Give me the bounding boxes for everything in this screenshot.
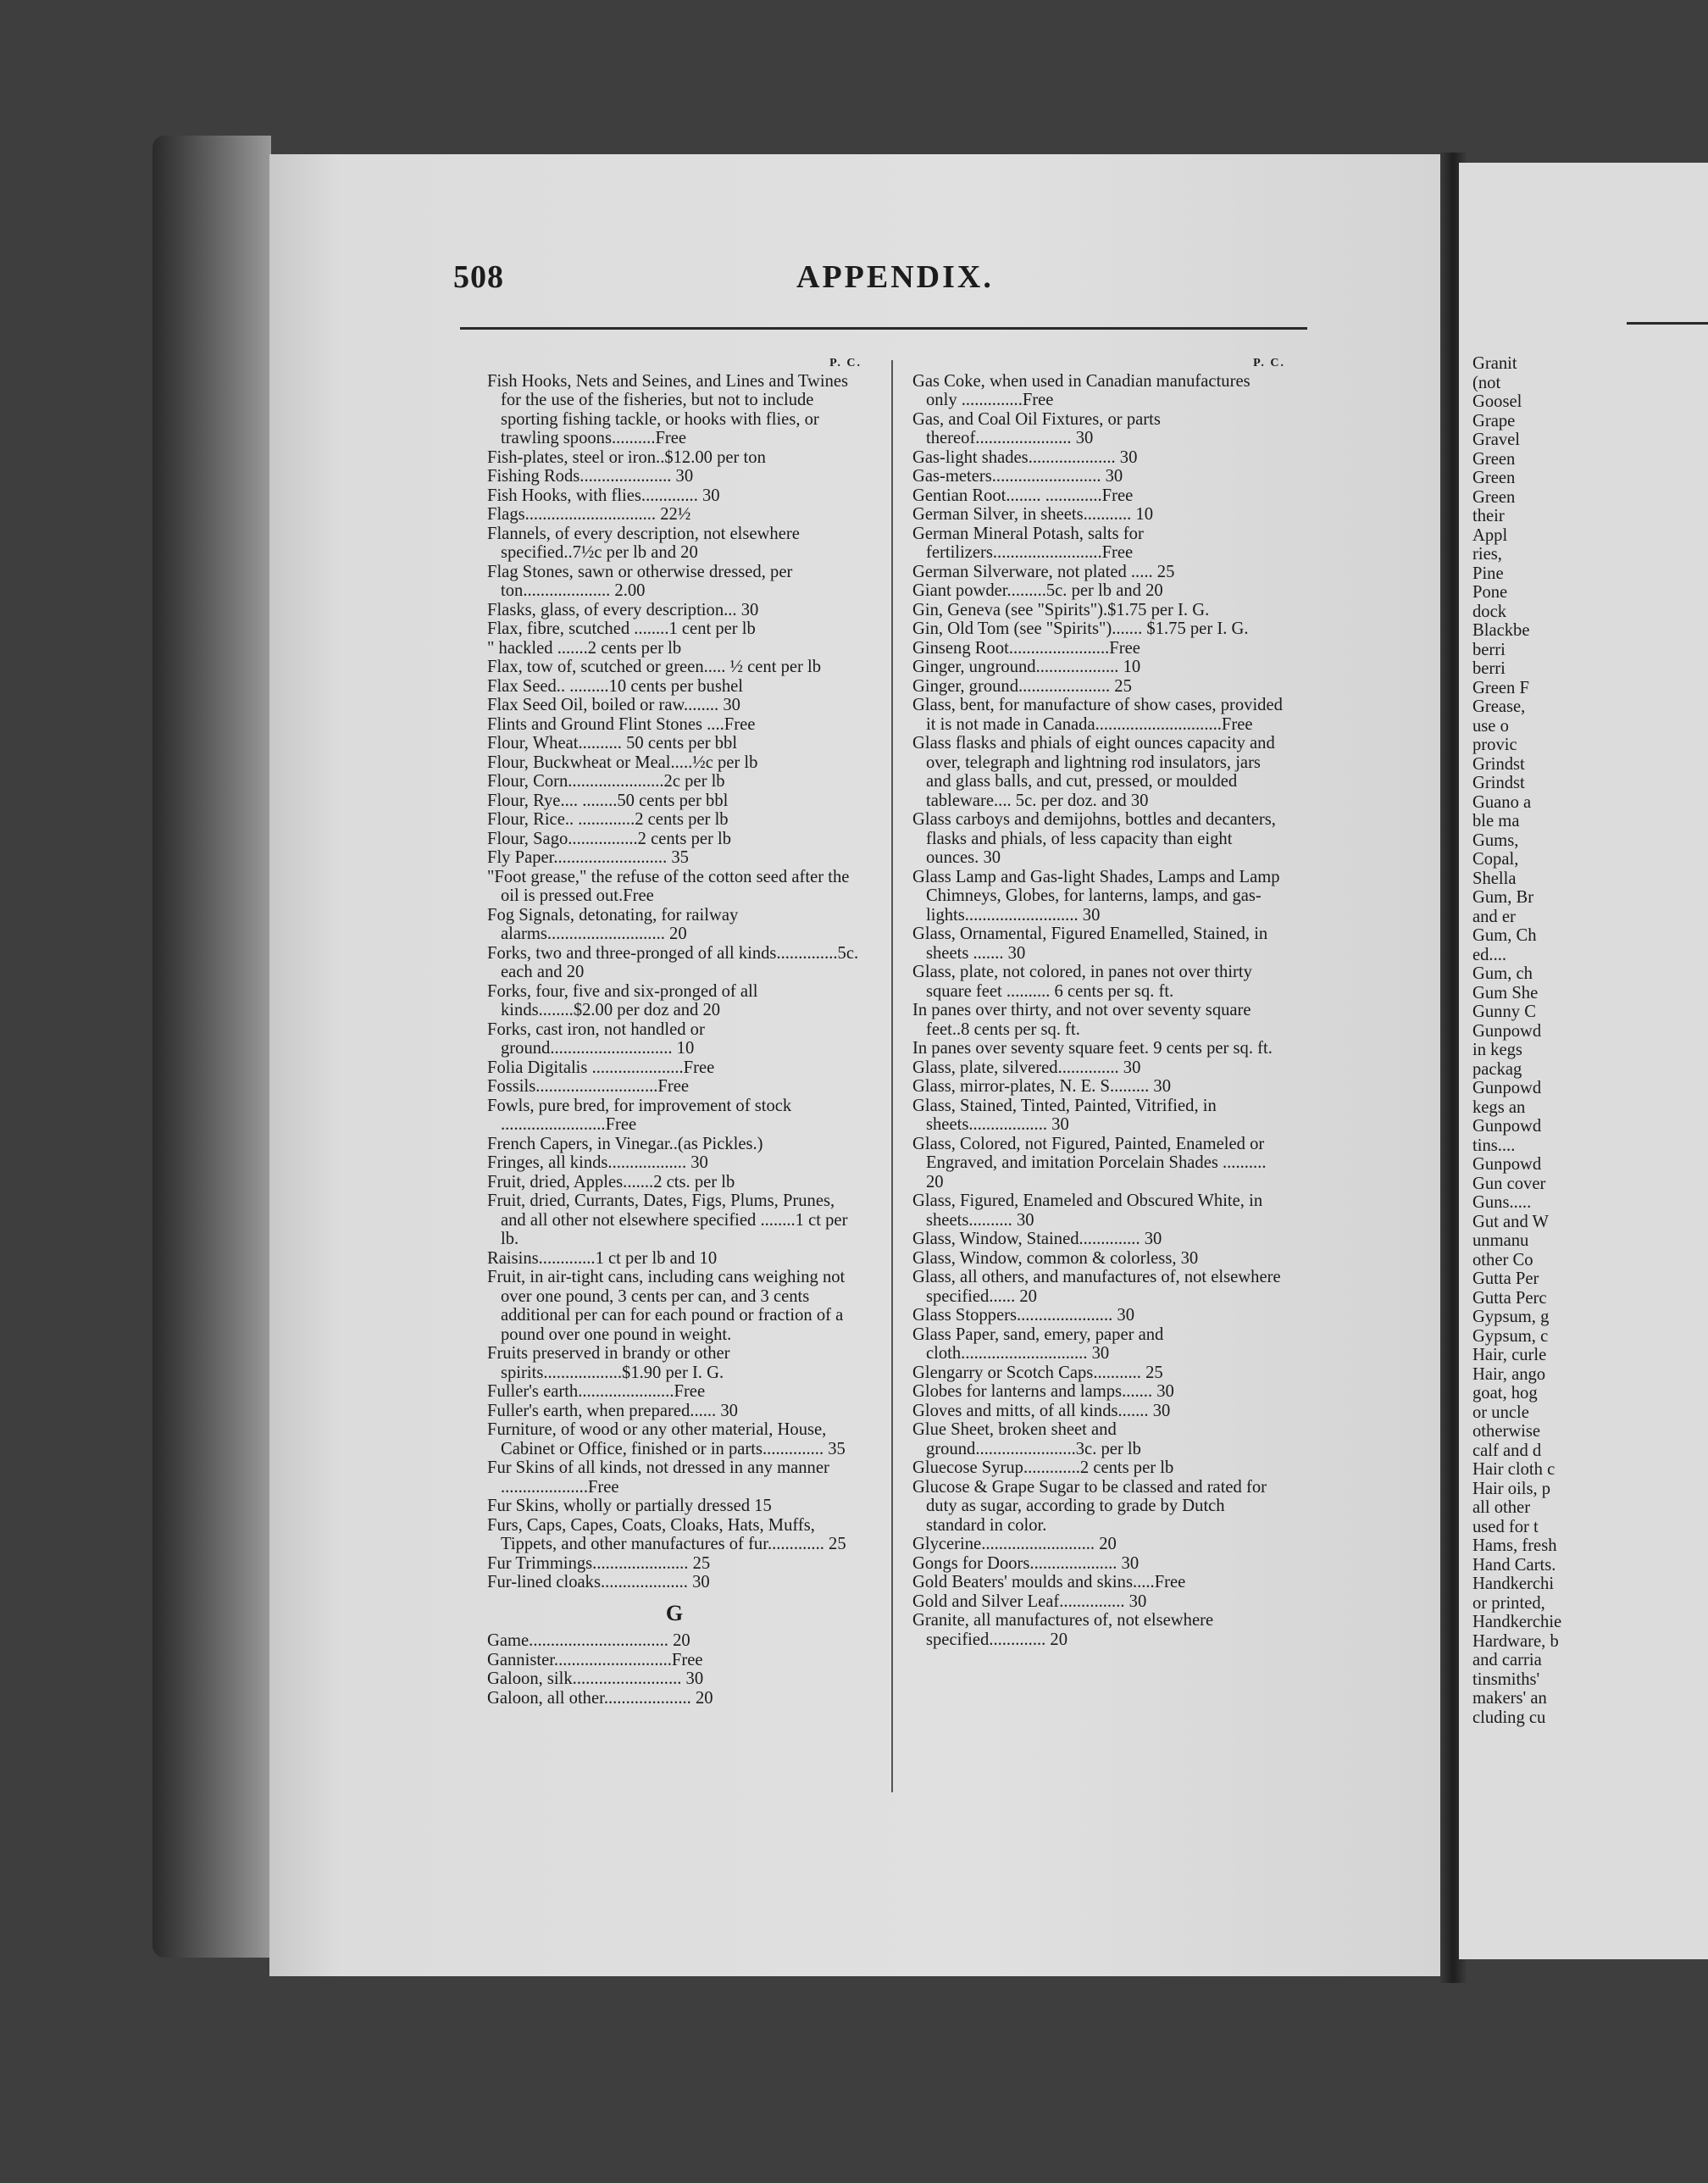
tariff-entry: Forks, four, five and six-pronged of all kinds........$2.00 per doz and 20 — [487, 981, 758, 1019]
tariff-entry: Fish-plates, steel or iron..$12.00 per ton — [487, 447, 766, 467]
tariff-entry: Gunny C — [1472, 1003, 1536, 1021]
tariff-entry: Folia Digitalis .....................Free — [487, 1058, 715, 1077]
left-g-entries — [487, 1631, 862, 1708]
tariff-entry: " hackled .......2 cents per lb — [487, 638, 682, 658]
tariff-entry: berri — [1472, 659, 1506, 678]
tariff-entry: Gluecose Syrup.............2 cents per lb — [912, 1458, 1174, 1477]
tariff-entry: Flannels, of every description, not elsewhere specified..7½c per lb and 20 — [487, 524, 800, 562]
tariff-entry: all other — [1472, 1498, 1531, 1517]
tariff-entry: Fish Hooks, Nets and Seines, and Lines and Twines for the use of the fisheries, but not to include sporting fishing tackle, or hooks with flies, or trawling spoons..........Free — [487, 371, 849, 447]
tariff-entry: or printed, — [1472, 1593, 1545, 1613]
tariff-entry: Gongs for Doors.................... 30 — [912, 1553, 1140, 1573]
tariff-entry: Glengarry or Scotch Caps........... 25 — [912, 1363, 1163, 1382]
tariff-entry: Hams, fresh — [1472, 1536, 1557, 1555]
tariff-entry: Glass Lamp and Gas-light Shades, Lamps and Lamp Chimneys, Globes, for lanterns, lamps, and gas-lights.......................... 30 — [912, 867, 1280, 925]
tariff-entry: Green — [1472, 487, 1516, 507]
tariff-entry: Gum, Br — [1472, 888, 1534, 907]
tariff-entry: and carria — [1472, 1651, 1542, 1669]
tariff-entry: Granite, all manufactures of, not elsewhere specified............. 20 — [912, 1611, 1214, 1649]
tariff-entry: Forks, cast iron, not handled or ground............................ 10 — [487, 1019, 705, 1058]
tariff-entry: Glass, Stained, Tinted, Painted, Vitrified, in sheets.................. 30 — [912, 1096, 1217, 1134]
header-rule — [460, 327, 1307, 330]
tariff-entry: berri — [1472, 640, 1506, 659]
tariff-entry: Guns..... — [1472, 1193, 1532, 1212]
tariff-entry: otherwise — [1472, 1422, 1541, 1441]
tariff-entry: Galoon, all other.................... 20 — [487, 1688, 713, 1708]
tariff-entry: Fowls, pure bred, for improvement of stock ........................Free — [487, 1096, 792, 1134]
tariff-entry: Fruit, in air-tight cans, including cans weighing not over one pound, 3 cents per can, and 3 cents additional per can for each pound or fraction of a pound over one pound in weight. — [487, 1268, 846, 1344]
tariff-entry: Fur Skins, wholly or partially dressed 15 — [487, 1497, 772, 1515]
tariff-entry: Grindst — [1472, 754, 1525, 774]
tariff-entry: use o — [1472, 716, 1509, 736]
tariff-entry: makers' an — [1472, 1689, 1547, 1708]
tariff-entry: Handkerchi — [1472, 1575, 1555, 1593]
tariff-entry: Hardware, b — [1472, 1631, 1559, 1651]
tariff-entry: Gutta Per — [1472, 1269, 1539, 1288]
tariff-entry: Fruit, dried, Apples.......2 cts. per lb — [487, 1172, 735, 1191]
tariff-entry: Gunpowd — [1472, 1079, 1542, 1097]
tariff-entry: Gold and Silver Leaf............... 30 — [912, 1591, 1147, 1611]
tariff-entry: Glass, Ornamental, Figured Enamelled, Stained, in sheets ....... 30 — [912, 925, 1268, 963]
tariff-entry: Blackbe — [1472, 621, 1530, 640]
tariff-entry: ed.... — [1472, 945, 1507, 964]
tariff-entry: Fur-lined cloaks.................... 30 — [487, 1573, 710, 1591]
tariff-entry: Shella — [1472, 869, 1517, 888]
tariff-entry: Galoon, silk......................... 30 — [487, 1669, 704, 1688]
tariff-entry: provic — [1472, 736, 1517, 754]
tariff-entry: Fishing Rods..................... 30 — [487, 467, 694, 486]
tariff-entry: German Mineral Potash, salts for fertilizers.........................Free — [912, 524, 1144, 562]
tariff-entry: Gutta Perc — [1472, 1288, 1547, 1308]
tariff-entry: Flag Stones, sawn or otherwise dressed, per ton.................... 2.00 — [487, 562, 793, 600]
tariff-entry: unmanu — [1472, 1231, 1529, 1250]
tariff-entry: Grape — [1472, 411, 1516, 430]
tariff-entry: In panes over seventy square feet. 9 cents per sq. ft. — [912, 1039, 1273, 1058]
tariff-entry: Forks, two and three-pronged of all kinds..............5c. each and 20 — [487, 943, 859, 981]
tariff-entry: Appl — [1472, 525, 1508, 545]
tariff-entry: Glass Paper, sand, emery, paper and cloth............................. 30 — [912, 1325, 1164, 1363]
right-page-header-rule — [1627, 322, 1708, 325]
tariff-entry: Fruit, dried, Currants, Dates, Figs, Plums, Prunes, and all other not elsewhere specified ........1 ct per lb. — [487, 1191, 848, 1248]
tariff-entry: Gut and W — [1472, 1212, 1549, 1231]
tariff-entry: Fur Trimmings...................... 25 — [487, 1553, 711, 1573]
tariff-entry: Fur Skins of all kinds, not dressed in any manner ....................Free — [487, 1458, 829, 1497]
tariff-entry: Flags.............................. 22½ — [487, 505, 691, 524]
tariff-entry: Ginseng Root.......................Free — [912, 638, 1140, 658]
book-edge — [152, 136, 271, 1958]
tariff-entry: Gannister...........................Free — [487, 1650, 703, 1669]
tariff-entry: Gums, — [1472, 830, 1519, 850]
tariff-entry: Giant powder.........5c. per lb and 20 — [912, 581, 1163, 600]
tariff-entry: Glycerine.......................... 20 — [912, 1535, 1117, 1553]
tariff-entry: Gypsum, g — [1472, 1308, 1550, 1326]
tariff-entry: their — [1472, 507, 1505, 525]
tariff-entry: (not — [1472, 373, 1501, 392]
tariff-entry: Pone — [1472, 583, 1508, 602]
tariff-entry: In panes over thirty, and not over seventy square feet..8 cents per sq. ft. — [912, 1001, 1251, 1039]
column-divider — [891, 360, 893, 1792]
tariff-entry: Glass, bent, for manufacture of show cases, provided it is not made in Canada.............................Free — [912, 696, 1283, 734]
tariff-entry: cluding cu — [1472, 1708, 1546, 1727]
tariff-entry: Furs, Caps, Capes, Coats, Cloaks, Hats, Muffs, Tippets, and other manufactures of fur............. 25 — [487, 1515, 846, 1553]
tariff-entry: Glass carboys and demijohns, bottles and decanters, flasks and phials, of less capacity than eight ounces. 30 — [912, 810, 1276, 867]
tariff-entry: Flour, Sago................2 cents per lb — [487, 829, 732, 848]
section-letter: G — [665, 1600, 684, 1625]
tariff-entry: Gin, Geneva (see "Spirits").$1.75 per I. G. — [912, 600, 1210, 619]
tariff-entry: or uncle — [1472, 1403, 1529, 1422]
tariff-entry: Gas-meters......................... 30 — [912, 467, 1123, 486]
tariff-entry: Gum She — [1472, 983, 1539, 1003]
tariff-entry: Gypsum, c — [1472, 1326, 1549, 1346]
tariff-entry: Grease, — [1472, 697, 1526, 716]
tariff-entry: kegs an — [1472, 1097, 1526, 1117]
middle-column — [912, 354, 1285, 1649]
tariff-entry: Glue Sheet, broken sheet and ground.......................3c. per lb — [912, 1420, 1141, 1458]
tariff-entry: Granit — [1472, 354, 1517, 373]
tariff-entry: "Foot grease," the refuse of the cotton seed after the oil is pressed out.Free — [487, 867, 850, 905]
tariff-entry: Fog Signals, detonating, for railway alarms........................... 20 — [487, 905, 739, 943]
tariff-entry: used for t — [1472, 1517, 1539, 1536]
tariff-entry: Hand Carts. — [1472, 1555, 1556, 1575]
tariff-entry: Glass, plate, silvered.............. 30 — [912, 1058, 1141, 1077]
tariff-entry: Glass, plate, not colored, in panes not over thirty square feet .......... 6 cents per sq. ft. — [912, 963, 1252, 1001]
tariff-entry: Green F — [1472, 678, 1529, 697]
tariff-entry: Flour, Buckwheat or Meal.....½c per lb — [487, 753, 758, 772]
tariff-entry: Goosel — [1472, 392, 1522, 411]
tariff-entry: Gunpowd — [1472, 1155, 1542, 1174]
page-header — [453, 258, 1309, 309]
tariff-entry: Gum, Ch — [1472, 926, 1537, 945]
tariff-entry: Flour, Wheat.......... 50 cents per bbl — [487, 734, 738, 753]
tariff-entry: Glucose & Grape Sugar to be classed and rated for duty as sugar, according to grade by Dutch standard in color. — [912, 1477, 1267, 1535]
tariff-entry: German Silver, in sheets........... 10 — [912, 505, 1154, 524]
left-column — [487, 354, 862, 1708]
tariff-entry: Fly Paper.......................... 35 — [487, 848, 689, 867]
tariff-entry: Hair oils, p — [1472, 1479, 1551, 1498]
tariff-entry: Ginger, ground..................... 25 — [912, 676, 1132, 696]
tariff-entry: Raisins.............1 ct per lb and 10 — [487, 1248, 718, 1268]
tariff-entry: other Co — [1472, 1250, 1533, 1269]
tariff-entry: Glass, Colored, not Figured, Painted, Enameled or Engraved, and imitation Porcelain Shades .......... 20 — [912, 1134, 1267, 1191]
tariff-entry: Flour, Rye.... ........50 cents per bbl — [487, 791, 729, 810]
tariff-entry: Green — [1472, 469, 1516, 487]
tariff-entry: Glass, Window, Stained.............. 30 — [912, 1230, 1162, 1248]
tariff-entry: Hair cloth c — [1472, 1460, 1556, 1479]
tariff-entry: Flints and Ground Flint Stones ....Free — [487, 714, 756, 734]
running-head: APPENDIX. — [796, 259, 994, 295]
tariff-entry: Flax Seed.. .........10 cents per bushel — [487, 676, 743, 696]
tariff-entry: Flax, fibre, scutched ........1 cent per lb — [487, 619, 756, 638]
tariff-entry: calf and d — [1472, 1441, 1542, 1460]
left-entries — [487, 372, 862, 1592]
tariff-entry: goat, hog — [1472, 1384, 1538, 1403]
tariff-entry: Fish Hooks, with flies............. 30 — [487, 486, 720, 505]
tariff-entry: Flax Seed Oil, boiled or raw........ 30 — [487, 696, 740, 714]
tariff-entry: Grindst — [1472, 774, 1525, 792]
tariff-entry: Glass, all others, and manufactures of, not elsewhere specified...... 20 — [912, 1268, 1281, 1306]
tariff-entry: Gun cover — [1472, 1174, 1546, 1193]
tariff-entry: Gas, and Coal Oil Fixtures, or parts thereof...................... 30 — [912, 409, 1161, 447]
tariff-entry: Flax, tow of, scutched or green..... ½ cent per lb — [487, 658, 822, 676]
tariff-entry: dock — [1472, 602, 1507, 621]
tariff-entry: Gentian Root........ .............Free — [912, 486, 1134, 505]
tariff-entry: Gold Beaters' moulds and skins.....Free — [912, 1573, 1186, 1591]
tariff-entry: Guano a — [1472, 792, 1532, 812]
tariff-entry: Gloves and mitts, of all kinds....... 30 — [912, 1401, 1171, 1420]
tariff-entry: Gum, ch — [1472, 964, 1533, 983]
tariff-entry: in kegs — [1472, 1041, 1522, 1059]
tariff-entry: Gas-light shades.................... 30 — [912, 447, 1138, 467]
tariff-entry: Flour, Rice.. .............2 cents per lb — [487, 810, 729, 829]
tariff-entry: Ginger, unground................... 10 — [912, 658, 1141, 676]
tariff-entry: Hair, curle — [1472, 1346, 1547, 1364]
tariff-entry: Gin, Old Tom (see "Spirits")....... $1.75 per I. G. — [912, 619, 1249, 638]
tariff-entry: Fringes, all kinds.................. 30 — [487, 1153, 708, 1172]
right-entries — [1472, 354, 1708, 1727]
tariff-entry: French Capers, in Vinegar..(as Pickles.) — [487, 1134, 763, 1153]
tariff-entry: Fruits preserved in brandy or other spirits..................$1.90 per I. G. — [487, 1344, 730, 1382]
tariff-entry: Pine — [1472, 564, 1504, 583]
tariff-entry: Glass, Window, common & colorless, 30 — [912, 1248, 1199, 1268]
tariff-entry: Glass, mirror-plates, N. E. S......... 30 — [912, 1077, 1172, 1096]
tariff-entry: Globes for lanterns and lamps....... 30 — [912, 1382, 1174, 1401]
tariff-entry: Fuller's earth......................Free — [487, 1382, 706, 1401]
tariff-entry: ble ma — [1472, 812, 1520, 830]
tariff-entry: ries, — [1472, 545, 1502, 564]
tariff-entry: Glass Stoppers...................... 30 — [912, 1306, 1134, 1325]
tariff-entry: Handkerchie — [1472, 1613, 1562, 1631]
tariff-entry: Fossils............................Free — [487, 1077, 689, 1096]
tariff-entry: Hair, ango — [1472, 1364, 1546, 1384]
tariff-entry: Gravel — [1472, 430, 1521, 449]
tariff-entry: Furniture, of wood or any other material, House, Cabinet or Office, finished or in parts.............. 35 — [487, 1420, 846, 1458]
tariff-entry: tinsmiths' — [1472, 1669, 1540, 1689]
tariff-entry: tins.... — [1472, 1136, 1516, 1155]
page-number: 508 — [453, 259, 504, 295]
tariff-entry: Flasks, glass, of every description... 30 — [487, 600, 759, 619]
tariff-entry: Glass, Figured, Enameled and Obscured White, in sheets.......... 30 — [912, 1191, 1263, 1230]
middle-entries — [912, 372, 1285, 1650]
tariff-entry: Copal, — [1472, 850, 1519, 869]
tariff-entry: Glass flasks and phials of eight ounces capacity and over, telegraph and lightning rod insulators, jars and glass balls, and cut, pressed, or moulded tableware.... 5c. per doz. and 30 — [912, 734, 1275, 810]
tariff-entry: Game................................ 20 — [487, 1631, 690, 1650]
right-page-fragment — [1472, 354, 1708, 1727]
tariff-entry: Flour, Corn......................2c per lb — [487, 772, 725, 791]
tariff-entry: Gas Coke, when used in Canadian manufactures only ..............Free — [912, 371, 1250, 409]
tariff-entry: Gunpowd — [1472, 1117, 1542, 1136]
tariff-entry: Fuller's earth, when prepared...... 30 — [487, 1401, 738, 1420]
tariff-entry: packag — [1472, 1059, 1522, 1079]
tariff-entry: German Silverware, not plated ..... 25 — [912, 562, 1175, 581]
tariff-entry: Green — [1472, 449, 1516, 469]
tariff-entry: Gunpowd — [1472, 1021, 1542, 1041]
tariff-entry: and er — [1472, 907, 1516, 926]
column-header: P. C. — [829, 357, 862, 369]
column-header: P. C. — [1253, 357, 1285, 369]
